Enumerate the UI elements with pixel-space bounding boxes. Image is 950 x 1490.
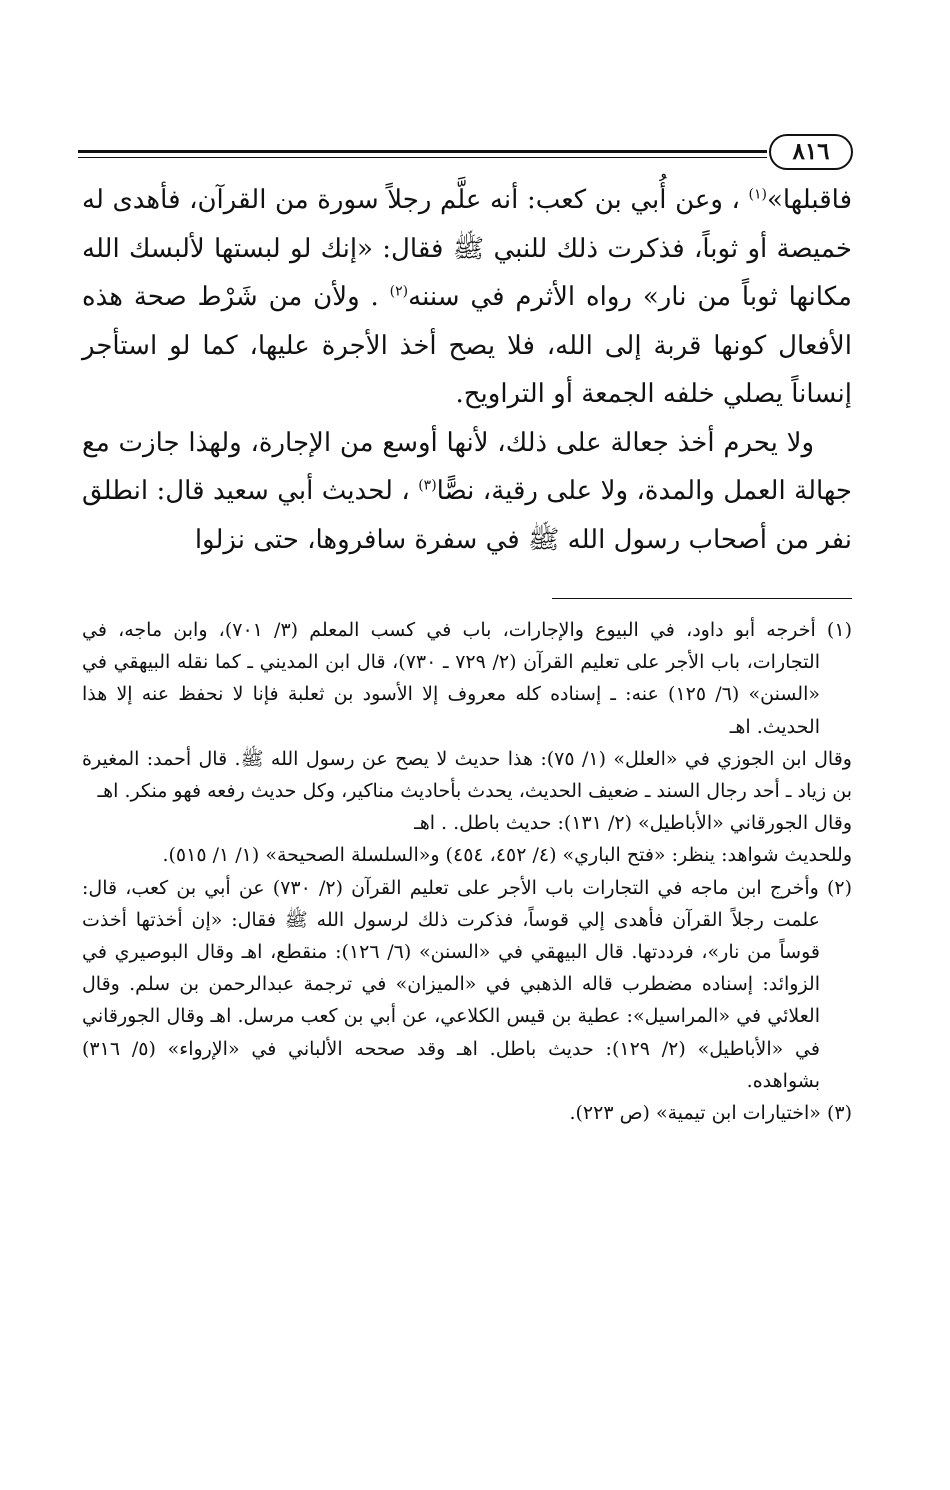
footnote-ref-3[interactable]: (٣) xyxy=(418,477,437,494)
header-rule xyxy=(78,150,767,153)
footnote-1-continuation: وقال ابن الجوزي في «العلل» (١/ ٧٥): هذا حديث لا يصح عن رسول الله ﷺ. قال أحمد: المغيرة بن زياد ـ أحد رجال السند ـ ضعيف الحديث، يحدث بأحاديث مناكير، وكل حديث رفعه فهو منكر. اهـ xyxy=(82,747,852,803)
page-number: ٨١٦ xyxy=(769,134,853,170)
footnote-1-continuation: وللحديث شواهد: ينظر: «فتح الباري» (٤/ ٤٥٢، ٤٥٤) و«السلسلة الصحيحة» (١/ ١/ ٥١٥). xyxy=(162,844,852,867)
main-paragraph-2: ولا يحرم أخذ جعالة على ذلك، لأنها أوسع من الإجارة، ولهذا جازت مع جهالة العمل والمدة، ولا على رقية، نصًّا$^{(٣)}$ ، لحديث أبي سعيد قال: انطلق نفر من أصحاب رسول الله ﷺ في سفرة سافروها، حتى نزلوا xyxy=(82,427,852,555)
footnote-separator xyxy=(552,598,852,599)
footnote-1: (١) أخرجه أبو داود، في البيوع والإجارات، باب في كسب المعلم (٣/ ٧٠١)، وابن ماجه، في التجارات، باب الأجر على تعليم القرآن (٢/ ٧٢٩ ـ ٧٣٠)، قال ابن المديني ـ كما نقله البيهقي في «السنن» (٦/ ١٢٥) عنه: ـ إسناده كله معروف إلا الأسود بن ثعلبة فإنا لا نحفظ عنه إلا هذا الحديث. اهـ xyxy=(82,619,852,738)
footnotes xyxy=(82,614,852,1129)
header-rule-thin xyxy=(78,157,767,158)
footnote-2: (٢) وأخرج ابن ماجه في التجارات باب الأجر على تعليم القرآن (٢/ ٧٣٠) عن أبي بن كعب، قال: علمت رجلاً القرآن فأهدى إلي قوساً، فذكرت ذلك لرسول الله ﷺ فقال: «إن أخذتها أخذت قوساً من نار»، فرددتها. قال البيهقي في «السنن» (٦/ ١٢٦): منقطع، اهـ وقال البوصيري في الزوائد: إسناده مضطرب قاله الذهبي في «الميزان» في ترجمة عبدالرحمن بن سلم. وقال العلائي في «المراسيل»: عطية بن قيس الكلاعي، عن أبي بن كعب مرسل. اهـ وقال الجورقاني في «الأباطيل» (٢/ ١٢٩): حديث باطل. اهـ وقد صححه الألباني في «الإرواء» (٥/ ٣١٦) بشواهده. xyxy=(82,876,852,1092)
footnote-3: (٣) «اختيارات ابن تيمية» (ص ٢٢٣). xyxy=(569,1102,852,1125)
main-text xyxy=(82,176,852,564)
page-header xyxy=(78,132,853,176)
footnote-ref-1[interactable]: (١) xyxy=(748,186,767,203)
main-paragraph-1: فاقبلها»$^{(١)}$ ، وعن أُبي بن كعب: أنه علَّم رجلاً سورة من القرآن، فأهدى له خميصة أو ثوباً، فذكرت ذلك للنبي ﷺ فقال: «إنك لو لبستها لألبسك الله مكانها ثوباً من نار» رواه الأثرم في سننه$^{(٢)}$ . ولأن من شَرْط صحة هذه الأفعال كونها قربة إلى الله، فلا يصح أخذ الأجرة عليها، كما لو استأجر إنساناً يصلي خلفه الجمعة أو التراويح. xyxy=(82,185,852,409)
footnote-1-continuation: وقال الجورقاني «الأباطيل» (٢/ ١٣١): حديث باطل. . اهـ xyxy=(414,812,852,835)
footnote-ref-2[interactable]: (٢) xyxy=(389,283,409,300)
